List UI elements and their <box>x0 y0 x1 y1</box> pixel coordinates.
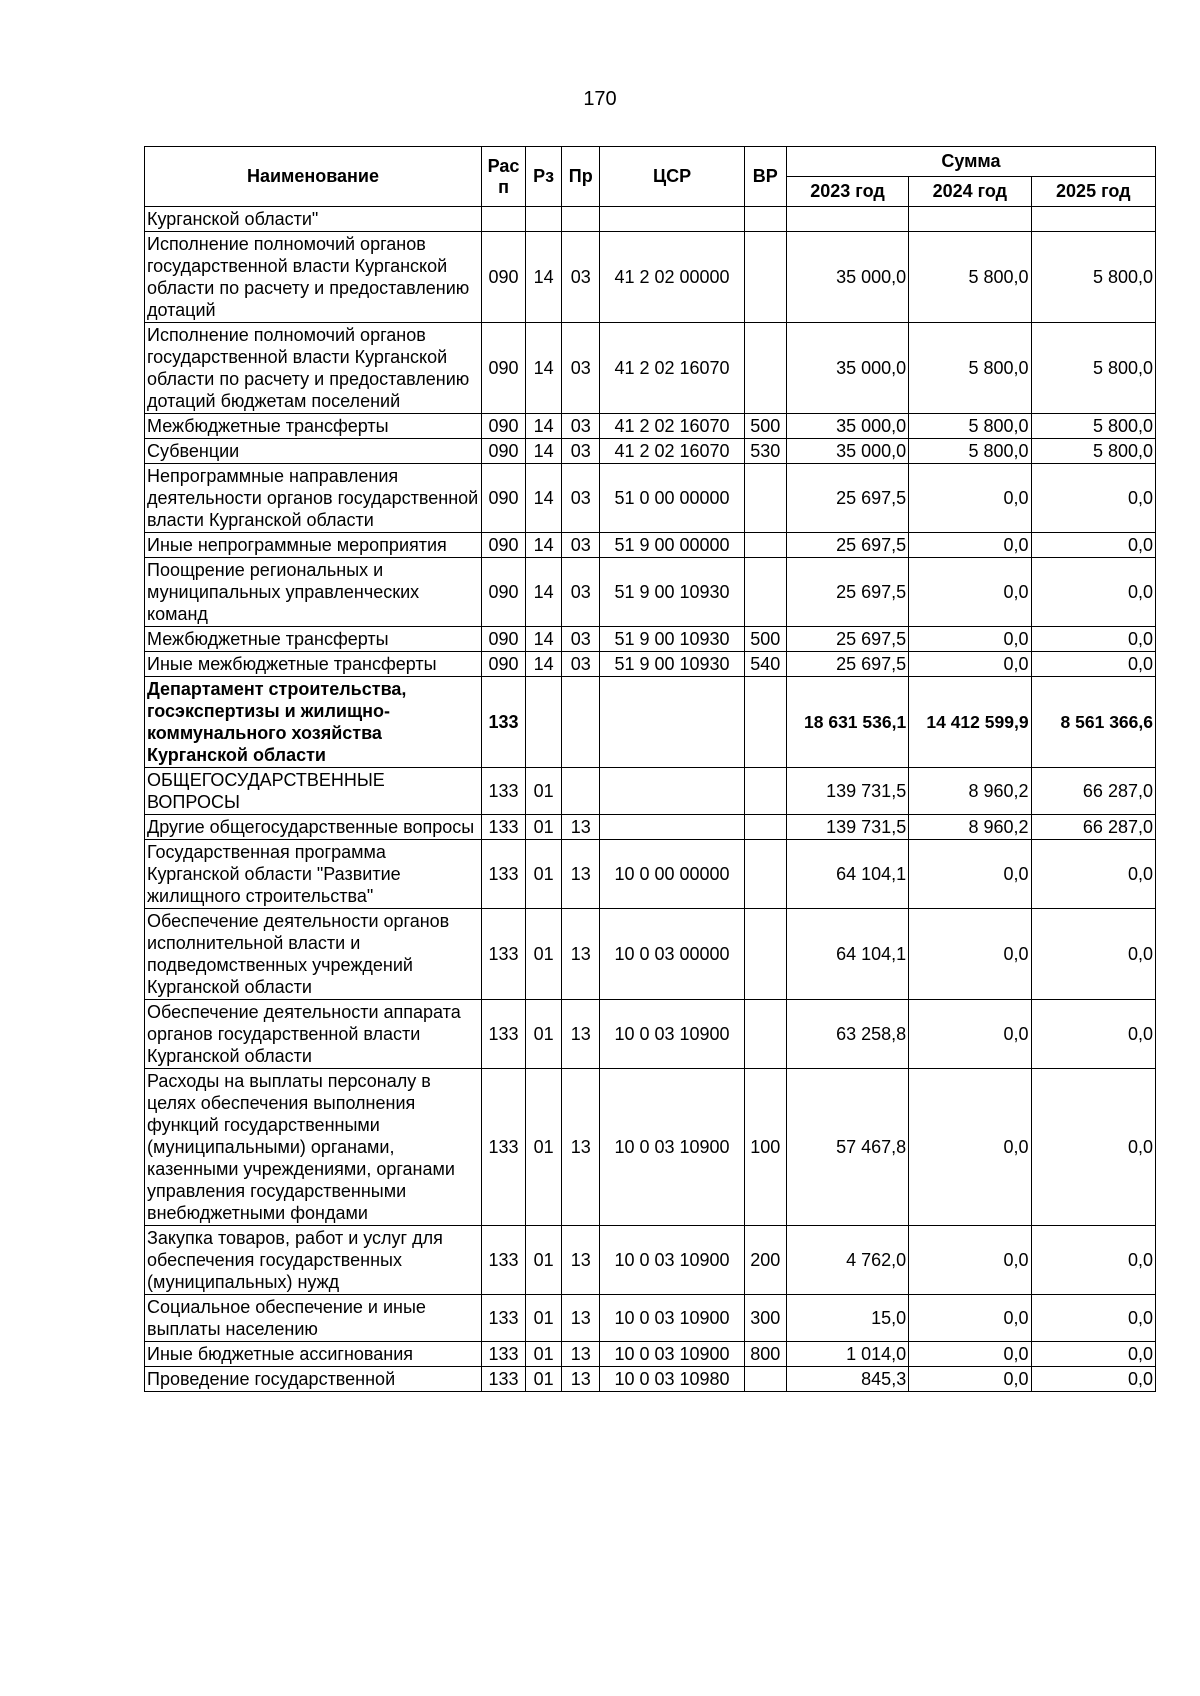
cell-name: Иные бюджетные ассигнования <box>145 1342 482 1367</box>
cell-2023: 845,3 <box>786 1367 908 1392</box>
cell-rasp: 133 <box>481 815 525 840</box>
cell-2023: 64 104,1 <box>786 909 908 1000</box>
cell-vr <box>744 1000 786 1069</box>
cell-csr: 10 0 03 10900 <box>600 1226 744 1295</box>
cell-2025: 0,0 <box>1031 464 1155 533</box>
budget-table <box>144 146 1156 1392</box>
header-rasp: Рас п <box>481 147 525 207</box>
cell-name: Обеспечение деятельности аппарата органов государственной власти Курганской области <box>145 1000 482 1069</box>
cell-2024: 8 960,2 <box>909 815 1031 840</box>
cell-2025: 0,0 <box>1031 627 1155 652</box>
cell-name: ОБЩЕГОСУДАРСТВЕННЫЕ ВОПРОСЫ <box>145 768 482 815</box>
cell-2024: 0,0 <box>909 533 1031 558</box>
table-row <box>145 627 1156 652</box>
cell-2025: 66 287,0 <box>1031 815 1155 840</box>
cell-name: Иные межбюджетные трансферты <box>145 652 482 677</box>
cell-pr: 13 <box>562 1226 600 1295</box>
cell-csr: 51 9 00 10930 <box>600 627 744 652</box>
cell-2023: 139 731,5 <box>786 815 908 840</box>
cell-2025: 0,0 <box>1031 652 1155 677</box>
cell-csr: 51 0 00 00000 <box>600 464 744 533</box>
cell-2025: 0,0 <box>1031 558 1155 627</box>
cell-pr: 13 <box>562 1342 600 1367</box>
table-row <box>145 1069 1156 1226</box>
cell-vr <box>744 840 786 909</box>
cell-rasp: 090 <box>481 323 525 414</box>
table-row <box>145 652 1156 677</box>
table-row <box>145 207 1156 232</box>
cell-csr: 10 0 03 00000 <box>600 909 744 1000</box>
cell-2023: 25 697,5 <box>786 558 908 627</box>
cell-vr <box>744 323 786 414</box>
cell-vr: 800 <box>744 1342 786 1367</box>
cell-rz: 01 <box>526 768 562 815</box>
cell-rz: 01 <box>526 1000 562 1069</box>
cell-csr: 51 9 00 00000 <box>600 533 744 558</box>
cell-rz: 14 <box>526 652 562 677</box>
cell-2023: 139 731,5 <box>786 768 908 815</box>
cell-2024: 8 960,2 <box>909 768 1031 815</box>
cell-rz: 14 <box>526 232 562 323</box>
cell-vr <box>744 232 786 323</box>
cell-rasp: 090 <box>481 558 525 627</box>
cell-rz: 01 <box>526 1069 562 1226</box>
table-row <box>145 558 1156 627</box>
cell-rz: 01 <box>526 1295 562 1342</box>
cell-csr: 10 0 03 10900 <box>600 1295 744 1342</box>
cell-2025 <box>1031 207 1155 232</box>
cell-pr: 13 <box>562 840 600 909</box>
cell-2024: 0,0 <box>909 558 1031 627</box>
cell-pr: 03 <box>562 232 600 323</box>
cell-rasp: 133 <box>481 909 525 1000</box>
cell-csr: 41 2 02 16070 <box>600 323 744 414</box>
cell-pr: 03 <box>562 558 600 627</box>
cell-vr <box>744 909 786 1000</box>
table-row <box>145 232 1156 323</box>
cell-2025: 0,0 <box>1031 1000 1155 1069</box>
cell-rasp: 133 <box>481 677 525 768</box>
cell-csr: 41 2 02 16070 <box>600 439 744 464</box>
cell-2023: 35 000,0 <box>786 323 908 414</box>
cell-rasp: 133 <box>481 768 525 815</box>
cell-rz: 14 <box>526 533 562 558</box>
table-row <box>145 840 1156 909</box>
cell-vr: 540 <box>744 652 786 677</box>
header-pr: Пр <box>562 147 600 207</box>
cell-2024: 5 800,0 <box>909 323 1031 414</box>
cell-2025: 66 287,0 <box>1031 768 1155 815</box>
cell-name: Другие общегосударственные вопросы <box>145 815 482 840</box>
cell-rasp: 090 <box>481 232 525 323</box>
table-row <box>145 909 1156 1000</box>
cell-name: Исполнение полномочий органов государственной власти Курганской области по расчету и предоставлению дотаций <box>145 232 482 323</box>
table-row <box>145 815 1156 840</box>
cell-pr: 13 <box>562 815 600 840</box>
header-2023: 2023 год <box>786 177 908 207</box>
table-row <box>145 1226 1156 1295</box>
cell-2024: 0,0 <box>909 1367 1031 1392</box>
cell-2024: 0,0 <box>909 652 1031 677</box>
cell-2024: 14 412 599,9 <box>909 677 1031 768</box>
header-vr: ВР <box>744 147 786 207</box>
cell-rasp: 133 <box>481 840 525 909</box>
cell-csr: 51 9 00 10930 <box>600 558 744 627</box>
table-row <box>145 1342 1156 1367</box>
cell-rasp: 090 <box>481 627 525 652</box>
cell-csr: 10 0 03 10900 <box>600 1069 744 1226</box>
cell-pr: 13 <box>562 909 600 1000</box>
cell-name: Межбюджетные трансферты <box>145 414 482 439</box>
cell-pr: 13 <box>562 1367 600 1392</box>
cell-2025: 0,0 <box>1031 1342 1155 1367</box>
table-row <box>145 1295 1156 1342</box>
cell-vr: 200 <box>744 1226 786 1295</box>
cell-rasp: 133 <box>481 1367 525 1392</box>
cell-rz <box>526 677 562 768</box>
cell-rasp: 090 <box>481 464 525 533</box>
cell-name: Закупка товаров, работ и услуг для обеспечения государственных (муниципальных) нужд <box>145 1226 482 1295</box>
cell-2023: 63 258,8 <box>786 1000 908 1069</box>
cell-rz: 01 <box>526 1367 562 1392</box>
cell-rasp: 090 <box>481 439 525 464</box>
cell-rz: 01 <box>526 1342 562 1367</box>
header-2024: 2024 год <box>909 177 1031 207</box>
cell-name: Межбюджетные трансферты <box>145 627 482 652</box>
cell-2025: 5 800,0 <box>1031 414 1155 439</box>
table-row <box>145 677 1156 768</box>
cell-2024: 0,0 <box>909 840 1031 909</box>
header-name: Наименование <box>145 147 482 207</box>
cell-csr: 10 0 03 10980 <box>600 1367 744 1392</box>
cell-pr <box>562 768 600 815</box>
cell-vr: 300 <box>744 1295 786 1342</box>
cell-pr: 03 <box>562 414 600 439</box>
cell-vr <box>744 815 786 840</box>
cell-2023: 25 697,5 <box>786 627 908 652</box>
cell-rz: 14 <box>526 414 562 439</box>
cell-pr: 03 <box>562 464 600 533</box>
cell-vr <box>744 768 786 815</box>
cell-name: Курганской области" <box>145 207 482 232</box>
cell-2023: 57 467,8 <box>786 1069 908 1226</box>
cell-csr: 10 0 03 10900 <box>600 1000 744 1069</box>
page-number: 170 <box>583 88 617 110</box>
cell-csr <box>600 207 744 232</box>
cell-pr: 13 <box>562 1000 600 1069</box>
cell-pr: 03 <box>562 533 600 558</box>
cell-2025: 0,0 <box>1031 533 1155 558</box>
cell-rz: 01 <box>526 909 562 1000</box>
cell-rz: 14 <box>526 558 562 627</box>
cell-pr <box>562 207 600 232</box>
cell-2024: 5 800,0 <box>909 439 1031 464</box>
cell-rasp: 133 <box>481 1069 525 1226</box>
cell-2023: 25 697,5 <box>786 533 908 558</box>
cell-2024: 0,0 <box>909 1069 1031 1226</box>
cell-2025: 5 800,0 <box>1031 439 1155 464</box>
cell-2024: 5 800,0 <box>909 414 1031 439</box>
cell-2024: 0,0 <box>909 1000 1031 1069</box>
header-rz: Рз <box>526 147 562 207</box>
cell-2025: 0,0 <box>1031 840 1155 909</box>
cell-name: Социальное обеспечение и иные выплаты населению <box>145 1295 482 1342</box>
cell-2024: 0,0 <box>909 1226 1031 1295</box>
cell-2023: 1 014,0 <box>786 1342 908 1367</box>
cell-rasp: 133 <box>481 1226 525 1295</box>
header-sum: Сумма <box>786 147 1155 177</box>
cell-name: Департамент строительства, госэкспертизы и жилищно-коммунального хозяйства Курганской области <box>145 677 482 768</box>
cell-2025: 0,0 <box>1031 1367 1155 1392</box>
table-row <box>145 414 1156 439</box>
table-row <box>145 533 1156 558</box>
cell-2024: 0,0 <box>909 464 1031 533</box>
cell-name: Проведение государственной <box>145 1367 482 1392</box>
cell-pr: 13 <box>562 1069 600 1226</box>
cell-2023 <box>786 207 908 232</box>
cell-rz: 14 <box>526 464 562 533</box>
cell-rasp: 090 <box>481 533 525 558</box>
cell-2023: 64 104,1 <box>786 840 908 909</box>
cell-vr: 500 <box>744 414 786 439</box>
cell-rz: 14 <box>526 323 562 414</box>
cell-vr <box>744 1367 786 1392</box>
cell-rasp: 133 <box>481 1342 525 1367</box>
cell-2025: 5 800,0 <box>1031 232 1155 323</box>
cell-2023: 35 000,0 <box>786 414 908 439</box>
cell-rz: 01 <box>526 840 562 909</box>
cell-pr: 03 <box>562 439 600 464</box>
cell-2023: 25 697,5 <box>786 652 908 677</box>
cell-csr: 10 0 03 10900 <box>600 1342 744 1367</box>
cell-2024: 0,0 <box>909 909 1031 1000</box>
cell-2025: 0,0 <box>1031 1226 1155 1295</box>
cell-2024: 0,0 <box>909 627 1031 652</box>
cell-name: Обеспечение деятельности органов исполнительной власти и подведомственных учреждений Курганской области <box>145 909 482 1000</box>
cell-pr: 03 <box>562 627 600 652</box>
cell-vr: 500 <box>744 627 786 652</box>
header-csr: ЦСР <box>600 147 744 207</box>
cell-csr <box>600 815 744 840</box>
cell-2023: 15,0 <box>786 1295 908 1342</box>
header-2025: 2025 год <box>1031 177 1155 207</box>
cell-vr <box>744 558 786 627</box>
cell-name: Поощрение региональных и муниципальных управленческих команд <box>145 558 482 627</box>
cell-rasp <box>481 207 525 232</box>
cell-pr: 13 <box>562 1295 600 1342</box>
cell-name: Непрограммные направления деятельности органов государственной власти Курганской области <box>145 464 482 533</box>
cell-rasp: 133 <box>481 1295 525 1342</box>
cell-rz <box>526 207 562 232</box>
cell-rasp: 090 <box>481 414 525 439</box>
table-body <box>145 207 1156 1392</box>
cell-name: Иные непрограммные мероприятия <box>145 533 482 558</box>
cell-vr <box>744 207 786 232</box>
cell-csr: 51 9 00 10930 <box>600 652 744 677</box>
cell-rz: 01 <box>526 1226 562 1295</box>
cell-csr: 10 0 00 00000 <box>600 840 744 909</box>
cell-rasp: 090 <box>481 652 525 677</box>
cell-vr <box>744 464 786 533</box>
cell-pr: 03 <box>562 652 600 677</box>
cell-pr <box>562 677 600 768</box>
cell-2025: 0,0 <box>1031 1069 1155 1226</box>
cell-csr: 41 2 02 16070 <box>600 414 744 439</box>
cell-vr: 530 <box>744 439 786 464</box>
cell-csr <box>600 677 744 768</box>
cell-rz: 14 <box>526 627 562 652</box>
table-row <box>145 1000 1156 1069</box>
cell-2024: 5 800,0 <box>909 232 1031 323</box>
cell-2024: 0,0 <box>909 1295 1031 1342</box>
cell-csr: 41 2 02 00000 <box>600 232 744 323</box>
cell-2025: 0,0 <box>1031 1295 1155 1342</box>
cell-rasp: 133 <box>481 1000 525 1069</box>
cell-2023: 35 000,0 <box>786 439 908 464</box>
table-row <box>145 439 1156 464</box>
cell-2024: 0,0 <box>909 1342 1031 1367</box>
cell-name: Субвенции <box>145 439 482 464</box>
cell-name: Расходы на выплаты персоналу в целях обеспечения выполнения функций государственными (муниципальными) органами, казенными учреждениями, органами управления государственными внебюджетными фондами <box>145 1069 482 1226</box>
cell-2025: 0,0 <box>1031 909 1155 1000</box>
cell-2025: 8 561 366,6 <box>1031 677 1155 768</box>
cell-rz: 14 <box>526 439 562 464</box>
cell-2024 <box>909 207 1031 232</box>
cell-2023: 25 697,5 <box>786 464 908 533</box>
table-row <box>145 323 1156 414</box>
cell-pr: 03 <box>562 323 600 414</box>
table-row <box>145 1367 1156 1392</box>
cell-2023: 35 000,0 <box>786 232 908 323</box>
cell-2023: 4 762,0 <box>786 1226 908 1295</box>
cell-name: Исполнение полномочий органов государственной власти Курганской области по расчету и предоставлению дотаций бюджетам поселений <box>145 323 482 414</box>
cell-2023: 18 631 536,1 <box>786 677 908 768</box>
cell-vr: 100 <box>744 1069 786 1226</box>
cell-rz: 01 <box>526 815 562 840</box>
cell-csr <box>600 768 744 815</box>
cell-vr <box>744 677 786 768</box>
table-row <box>145 768 1156 815</box>
table-row <box>145 464 1156 533</box>
cell-2025: 5 800,0 <box>1031 323 1155 414</box>
cell-name: Государственная программа Курганской области "Развитие жилищного строительства" <box>145 840 482 909</box>
cell-vr <box>744 533 786 558</box>
